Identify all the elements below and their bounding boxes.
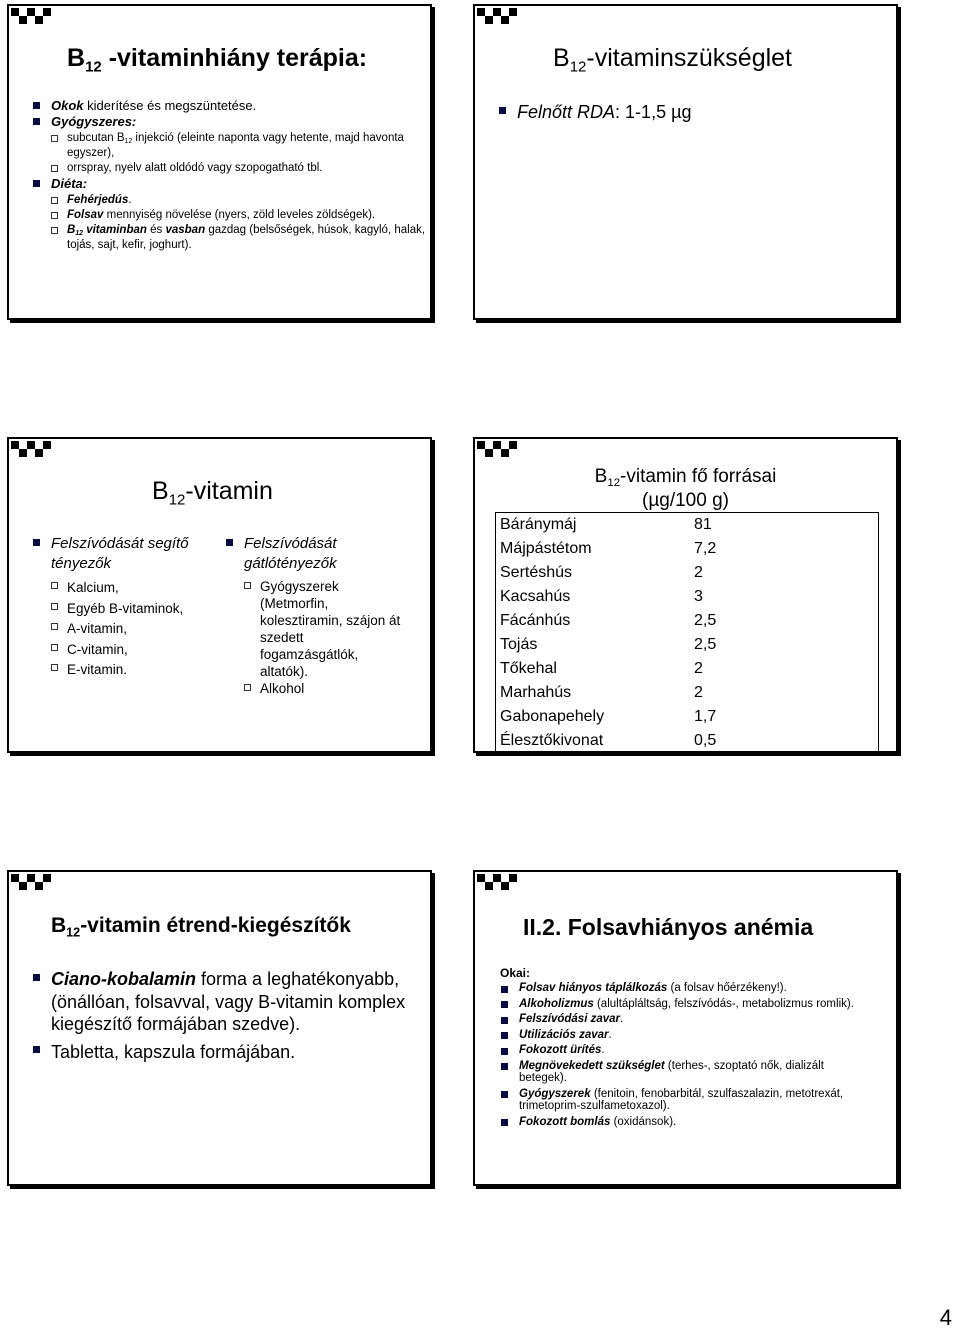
- page-number: 4: [939, 1305, 952, 1330]
- value-cell: 81: [694, 516, 712, 533]
- slide-b12-therapy: [7, 4, 432, 320]
- supplements-list: [31, 968, 416, 1063]
- table-row: [496, 729, 879, 754]
- value-cell: 1,7: [694, 708, 717, 725]
- sub-list-item: orrspray, nyelv alatt oldódó vagy szopogatható tbl.: [51, 161, 426, 176]
- table-row: [496, 633, 879, 657]
- slide-title: $B_{12}$ -vitaminhiány terápia:: [67, 44, 368, 76]
- value-cell: 2,5: [694, 636, 717, 653]
- list-item: Megnövekedett szükséglet (terhes-, szoptató nők, dializált betegek).: [499, 1060, 859, 1085]
- corner-decoration: [11, 8, 57, 28]
- list-item: Fokozott ürítés.: [499, 1044, 859, 1057]
- sources-table: [495, 512, 879, 754]
- list-item: Folsav hiányos táplálkozás (a folsav hőérzékeny!).: [499, 982, 859, 995]
- list-item: Diéta: Fehérjedús. Folsav mennyiség növelése (nyers, zöld leveles zöldségek). $B_{12}$ vitaminban és vasban gazdag (belsőségek, húsok, kagyló, halak, tojás, sajt, kefir, joghurt).: [31, 176, 426, 253]
- table-row: [496, 537, 879, 561]
- list-item: Alkoholizmus (alultápláltság, felszívódás-, metabolizmus romlik).: [499, 998, 859, 1011]
- table-row: [496, 609, 879, 633]
- food-cell: Gabonapehely: [500, 708, 605, 725]
- value-cell: 0,5: [694, 732, 717, 749]
- corner-decoration: [477, 441, 523, 461]
- food-cell: Báránymáj: [500, 516, 577, 533]
- promoting-factors: [31, 534, 221, 681]
- value-cell: 3: [694, 588, 703, 605]
- sub-list-item: Gyógyszerek (Metmorfin, kolesztiramin, szájon át szedett fogamzásgátlók, altatók).: [244, 578, 404, 680]
- list-item: Felszívódását gátlótényezők Gyógyszerek (Metmorfin, kolesztiramin, szájon át szedett fogamzásgátlók, altatók). Alkohol: [224, 534, 404, 697]
- slide-b12-absorption: [7, 437, 432, 753]
- sub-list-item: A-vitamin,: [51, 619, 221, 640]
- list-item: Utilizációs zavar.: [499, 1029, 859, 1042]
- table-row: [496, 513, 879, 538]
- value-cell: 7,2: [694, 540, 717, 557]
- list-item: Felszívódási zavar.: [499, 1013, 859, 1026]
- inhibiting-factors: [224, 534, 404, 697]
- value-cell: 2,5: [694, 612, 717, 629]
- value-cell: 2: [694, 564, 703, 581]
- slide-title: II.2. Folsavhiányos anémia: [523, 914, 814, 940]
- list-item: Ciano-kobalamin forma a leghatékonyabb, (önállóan, folsavval, vagy B-vitamin komplex kiegészítő formájában szedve).: [31, 968, 416, 1036]
- sub-list-item: Folsav mennyiség növelése (nyers, zöld leveles zöldségek).: [51, 208, 426, 223]
- corner-decoration: [11, 874, 57, 894]
- list-item: Gyógyszerek (fenitoin, fenobarbitál, szulfaszalazin, metotrexát, trimetoprim-szulfametoxazol).: [499, 1088, 859, 1113]
- slide-b12-supplements: [7, 870, 432, 1186]
- list-item: Felnőtt RDA: 1-1,5 µg: [497, 101, 892, 123]
- food-cell: Májpástétom: [500, 540, 592, 557]
- corner-decoration: [477, 874, 523, 894]
- food-cell: Sertéshús: [500, 564, 573, 581]
- requirement-list: [497, 101, 892, 123]
- sub-list-item: Kalcium,: [51, 578, 221, 599]
- list-item: Felszívódását segítő tényezők Kalcium, Egyéb B-vitaminok, A-vitamin, C-vitamin, E-vitamin.: [31, 534, 221, 681]
- slide-b12-sources: [473, 437, 898, 753]
- sub-list-item: subcutan $B_{12}$ injekció (eleinte naponta vagy hetente, majd havonta egyszer),: [51, 131, 426, 161]
- food-cell: Marhahús: [500, 684, 572, 701]
- value-cell: 2: [694, 684, 703, 701]
- table-row: [496, 585, 879, 609]
- slide-folate-anemia: [473, 870, 898, 1186]
- sub-list-item: E-vitamin.: [51, 660, 221, 681]
- slide-title: $B_{12}$-vitamin: [152, 477, 273, 509]
- table-row: [496, 561, 879, 585]
- list-item: Tabletta, kapszula formájában.: [31, 1041, 416, 1064]
- value-cell: 2: [694, 660, 703, 677]
- slide-title: $B_{12}$-vitamin étrend-kiegészítők: [51, 914, 351, 940]
- corner-decoration: [477, 8, 523, 28]
- slide-title: $B_{12}$-vitaminszükséglet: [553, 44, 793, 76]
- sub-list-item: Egyéb B-vitaminok,: [51, 599, 221, 620]
- causes-label: Okai:: [500, 966, 531, 980]
- list-item: Okok kiderítése és megszüntetése.: [31, 98, 426, 114]
- slide-b12-requirement: [473, 4, 898, 320]
- table-row: [496, 657, 879, 681]
- food-cell: Fácánhús: [500, 612, 571, 629]
- sub-list-item: C-vitamin,: [51, 640, 221, 661]
- food-cell: Kacsahús: [500, 588, 571, 605]
- table-row: [496, 705, 879, 729]
- corner-decoration: [11, 441, 57, 461]
- causes-list: [499, 982, 859, 1128]
- list-item: Gyógyszeres: subcutan $B_{12}$ injekció (eleinte naponta vagy hetente, majd havonta egyszer), orrspray, nyelv alatt oldódó vagy szopogatható tbl.: [31, 114, 426, 176]
- food-cell: Élesztőkivonat: [500, 732, 604, 749]
- sub-list-item: Fehérjedús.: [51, 193, 426, 208]
- food-cell: Tojás: [500, 636, 538, 653]
- table-row: [496, 681, 879, 705]
- slide-title: $B_{12}$-vitamin fő forrásai (µg/100 g): [594, 466, 777, 511]
- therapy-list: [31, 98, 426, 253]
- list-item: Fokozott bomlás (oxidánsok).: [499, 1116, 859, 1129]
- sub-list-item: Alkohol: [244, 680, 404, 697]
- food-cell: Tőkehal: [500, 660, 557, 677]
- sub-list-item: $B_{12}$ vitaminban és vasban gazdag (belsőségek, húsok, kagyló, halak, tojás, sajt, kefir, joghurt).: [51, 223, 426, 253]
